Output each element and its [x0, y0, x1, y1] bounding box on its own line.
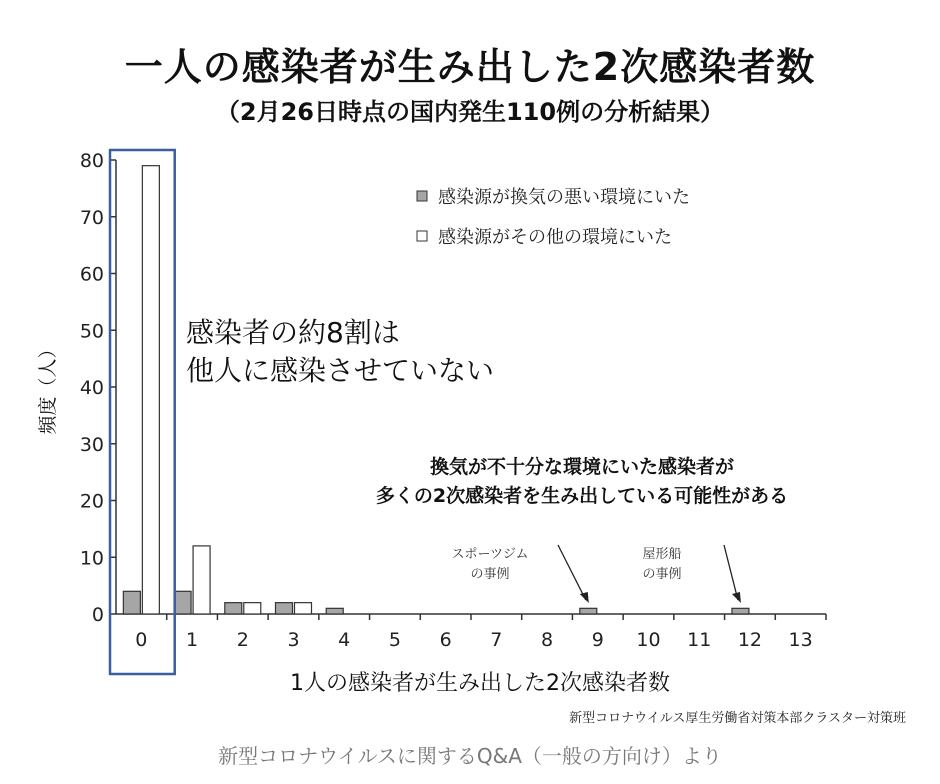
annotation-gym-line1: スポーツジム — [451, 547, 529, 562]
legend-label-poor-ventilation: 感染源が換気の悪い環境にいた — [438, 187, 690, 208]
y-axis-label: 頻度（人） — [37, 339, 59, 435]
arrow-gym — [558, 545, 586, 600]
x-tick-label: 7 — [490, 629, 503, 651]
bar-poor-ventilation — [225, 603, 242, 614]
chart-subtitle: （2月26日時点の国内発生110例の分析結果） — [215, 98, 725, 126]
x-tick-label: 2 — [236, 629, 249, 651]
arrowhead-gym — [580, 592, 589, 603]
x-tick-label: 12 — [737, 629, 763, 651]
bar-other-environment — [193, 546, 210, 614]
bar-poor-ventilation — [326, 608, 343, 614]
x-tick-label: 8 — [541, 629, 554, 651]
y-tick-label: 80 — [79, 150, 104, 172]
bar-poor-ventilation — [174, 591, 191, 614]
annotation-note-line2: 多くの2次感染者を生み出している可能性がある — [375, 485, 789, 507]
y-tick-label: 0 — [91, 604, 104, 626]
x-tick-label: 10 — [636, 629, 661, 651]
x-tick-label: 5 — [388, 629, 401, 651]
arrowhead-boat — [732, 592, 741, 603]
y-tick-label: 50 — [79, 320, 104, 343]
y-tick-label: 30 — [79, 433, 104, 456]
y-tick-label: 70 — [79, 206, 104, 229]
annotation-note-line1: 換気が不十分な環境にいた感染者が — [429, 456, 735, 478]
x-tick-label: 3 — [287, 629, 300, 651]
x-axis-label: 1人の感染者が生み出した2次感染者数 — [290, 671, 670, 696]
y-tick-label: 20 — [79, 490, 104, 513]
x-tick-label: 9 — [591, 629, 604, 651]
legend-swatch-poor-ventilation — [417, 191, 427, 201]
bar-other-environment — [244, 603, 261, 614]
x-tick-label: 13 — [788, 629, 813, 651]
x-tick-label: 6 — [439, 629, 452, 651]
page-caption: 新型コロナウイルスに関するQ&A（一般の方向け）より — [218, 744, 722, 768]
bar-poor-ventilation — [276, 603, 293, 614]
y-tick-label: 60 — [79, 263, 104, 286]
annotation-main-line2: 他人に感染させていない — [186, 354, 495, 387]
x-tick-label: 11 — [687, 629, 712, 651]
x-tick-label: 0 — [135, 629, 148, 651]
y-tick-label: 10 — [79, 547, 104, 570]
y-tick-label: 40 — [79, 377, 104, 399]
x-tick-label: 4 — [338, 629, 351, 651]
annotation-main-line1: 感染者の約8割は — [186, 316, 400, 349]
legend-swatch-other-environment — [417, 231, 427, 241]
annotation-boat-line2: の事例 — [642, 567, 682, 582]
chart-title: 一人の感染者が生み出した2次感染者数 — [124, 45, 816, 89]
annotation-boat-line1: 屋形船 — [642, 547, 682, 562]
bar-poor-ventilation — [123, 591, 140, 614]
arrow-boat — [724, 545, 738, 600]
bar-poor-ventilation — [580, 608, 597, 614]
annotation-gym-line2: の事例 — [470, 567, 510, 582]
bar-other-environment — [295, 603, 312, 614]
bar-other-environment — [142, 166, 159, 614]
source-note: 新型コロナウイルス厚生労働省対策本部クラスター対策班 — [569, 711, 906, 726]
x-tick-label: 1 — [186, 629, 199, 651]
bar-poor-ventilation — [732, 608, 749, 614]
legend-label-other-environment: 感染源がその他の環境にいた — [438, 227, 672, 248]
